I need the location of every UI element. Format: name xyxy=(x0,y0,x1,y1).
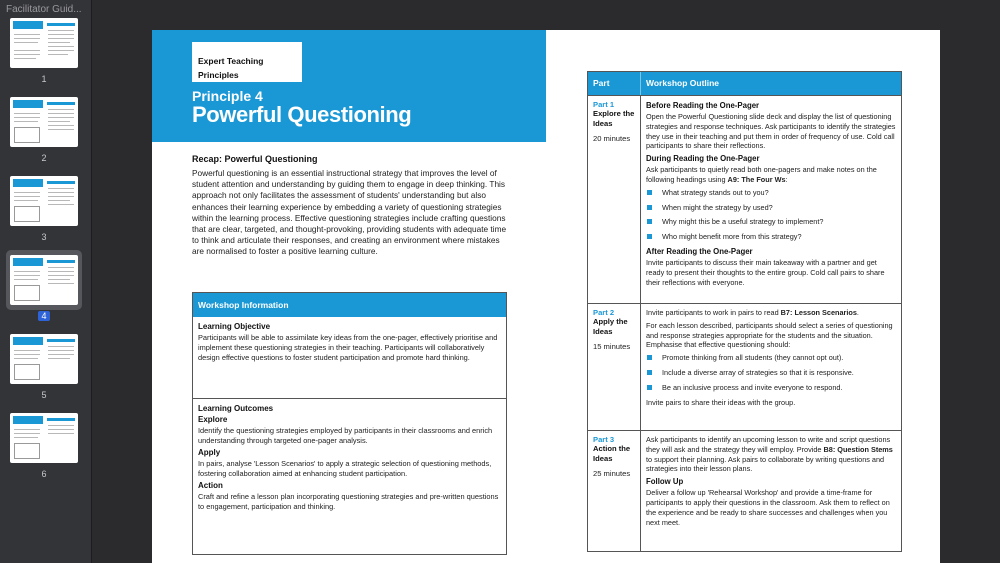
page-thumbnail-4[interactable] xyxy=(9,255,79,321)
learning-objective-heading: Learning Objective xyxy=(198,322,271,331)
after-reading-text: Invite participants to discuss their main takeaway with a partner and get ready to present their thoughts to the entire group. Cold call pairs to share their reflections with everyone. xyxy=(646,257,885,287)
outline-cell xyxy=(641,96,901,303)
part2-intro: Invite participants to work in pairs to read B7: Lesson Scenarios. xyxy=(646,308,859,317)
document-viewer[interactable] xyxy=(92,0,1000,563)
recap-heading: Recap: Powerful Questioning xyxy=(192,154,318,164)
apply-heading: Apply xyxy=(198,448,221,457)
part-duration: 15 minutes xyxy=(593,342,631,351)
during-reading-text: Ask participants to quietly read both one-pagers and make notes on the following headings using A9: The Four Ws: xyxy=(646,165,877,184)
list-item: Promote thinking from all students (they cannot opt out). xyxy=(646,353,896,363)
workshop-information-table xyxy=(192,292,507,555)
page-number: 6 xyxy=(41,469,47,479)
four-ws-list xyxy=(646,188,896,242)
recap-section xyxy=(192,154,512,258)
list-item: Why might this be a useful strategy to implement? xyxy=(646,217,896,227)
header-label: Expert Teaching Principles xyxy=(192,42,302,82)
after-reading-heading: After Reading the One-Pager xyxy=(646,246,753,256)
list-item: When might the strategy by used? xyxy=(646,203,896,213)
page-thumbnail-5[interactable] xyxy=(9,334,79,400)
page-number: 4 xyxy=(38,311,49,321)
explore-heading: Explore xyxy=(198,415,228,424)
thumbnail-preview xyxy=(10,413,78,463)
part-cell xyxy=(588,304,641,430)
learning-outcomes-cell xyxy=(193,399,506,515)
apply-text: In pairs, analyse 'Lesson Scenarios' to apply a strategic selection of questioning methods, fostering collaboration aimed at enhancing student participation. xyxy=(198,459,492,478)
table-row xyxy=(588,430,901,551)
action-heading: Action xyxy=(198,481,223,490)
learning-objective-cell xyxy=(193,317,506,399)
page-thumbnail-2[interactable] xyxy=(9,97,79,163)
table-row xyxy=(588,303,901,430)
part-number: Part 1 xyxy=(593,100,615,109)
document-page xyxy=(152,30,940,563)
part-column-header: Part xyxy=(588,72,641,95)
explore-text: Identify the questioning strategies employed by participants in their classrooms and enrich understanding through targeted one-pager analysis. xyxy=(198,426,493,445)
workshop-outline-table xyxy=(587,71,902,552)
list-item: Be an inclusive process and invite everyone to respond. xyxy=(646,383,896,393)
during-reading-heading: During Reading the One-Pager xyxy=(646,154,760,164)
part-duration: 20 minutes xyxy=(593,134,631,143)
part-duration: 25 minutes xyxy=(593,469,631,478)
list-item: Include a diverse array of strategies so that it is responsive. xyxy=(646,368,896,378)
thumbnail-sidebar xyxy=(0,0,92,563)
list-item: Who might benefit more from this strategy? xyxy=(646,232,896,242)
part2-text: For each lesson described, participants should select a series of questioning and response strategies appropriate for the students and the situation. Emphasise that effective questioning should: xyxy=(646,320,893,350)
part3-text: Ask participants to identify an upcoming lesson to write and script questions they will ask and the strategy they will employ. Provide B8: Question Stems to support their planning. Ask pairs to collaborate by writing questions and strategies into their lesson plans. xyxy=(646,435,893,474)
before-reading-text: Open the Powerful Questioning slide deck and display the list of questioning strategies and response techniques. Ask participants to identify the strategies they use in their teaching and put them in order of frequency of use. Cold call participants to share their reflections. xyxy=(646,112,896,151)
before-reading-heading: Before Reading the One-Pager xyxy=(646,101,760,110)
action-text: Craft and refine a lesson plan incorporating questioning strategies and pre-written questions to engagement, participation and thinking. xyxy=(198,492,499,511)
part-number: Part 3 xyxy=(593,435,615,444)
page-thumbnail-1[interactable] xyxy=(9,18,79,84)
outline-column-header: Workshop Outline xyxy=(646,78,720,88)
page-number: 1 xyxy=(41,74,47,84)
follow-up-heading: Follow Up xyxy=(646,477,684,487)
page-title: Powerful Questioning xyxy=(192,102,412,127)
follow-up-text: Deliver a follow up 'Rehearsal Workshop' and provide a time-frame for participants to apply their questions in the classroom. Ask them to reflect on the experience and be ready to share successes and challenges when you next meet. xyxy=(646,488,890,527)
thumbnail-preview xyxy=(10,18,78,68)
part-name: Action the Ideas xyxy=(593,444,631,463)
learning-outcomes-heading: Learning Outcomes xyxy=(198,404,274,413)
part-name: Apply the Ideas xyxy=(593,317,628,336)
thumbnail-preview xyxy=(10,97,78,147)
recap-body: Powerful questioning is an essential instructional strategy that improves the level of student attention and understanding by guiding them to engage in deep thinking. This approach not only facilitates the assessment of students' understanding but also enhances their learning experience by embedding a variety of questioning strategies within the learning process. Effective questioning strategies include crafting questions that are clear, targeted, and thought-provoking, providing students with adequate time to think and articulate their responses, and creating an environment where mistakes are normalised to foster a positive learning culture. xyxy=(192,168,507,257)
thumbnail-preview xyxy=(10,334,78,384)
part2-closing: Invite pairs to share their ideas with the group. xyxy=(646,397,796,407)
outline-cell xyxy=(641,304,901,430)
principle-number: Principle 4 xyxy=(192,88,263,104)
table-row xyxy=(588,95,901,303)
part-cell xyxy=(588,431,641,551)
effective-questioning-list xyxy=(646,353,896,392)
outline-cell xyxy=(641,431,901,551)
learning-objective-text: Participants will be able to assimilate key ideas from the one-pager, effectively prioritise and implement these questioning strategies in their teaching. Participants will collaboratively design effective questions to foster student participation and promote hard thinking. xyxy=(198,333,498,362)
document-title: Facilitator Guid... xyxy=(6,4,82,15)
page-number: 3 xyxy=(41,232,47,242)
page-number: 2 xyxy=(41,153,47,163)
thumbnail-preview xyxy=(10,255,78,305)
page-thumbnail-6[interactable] xyxy=(9,413,79,479)
outline-header-row xyxy=(588,72,901,95)
thumbnail-preview xyxy=(10,176,78,226)
page-number: 5 xyxy=(41,390,47,400)
list-item: What strategy stands out to you? xyxy=(646,188,896,198)
part-number: Part 2 xyxy=(593,308,615,317)
part-cell xyxy=(588,96,641,303)
header-banner xyxy=(152,30,546,142)
workshop-information-heading: Workshop Information xyxy=(193,293,506,317)
part-name: Explore the Ideas xyxy=(593,109,635,128)
page-thumbnail-3[interactable] xyxy=(9,176,79,242)
